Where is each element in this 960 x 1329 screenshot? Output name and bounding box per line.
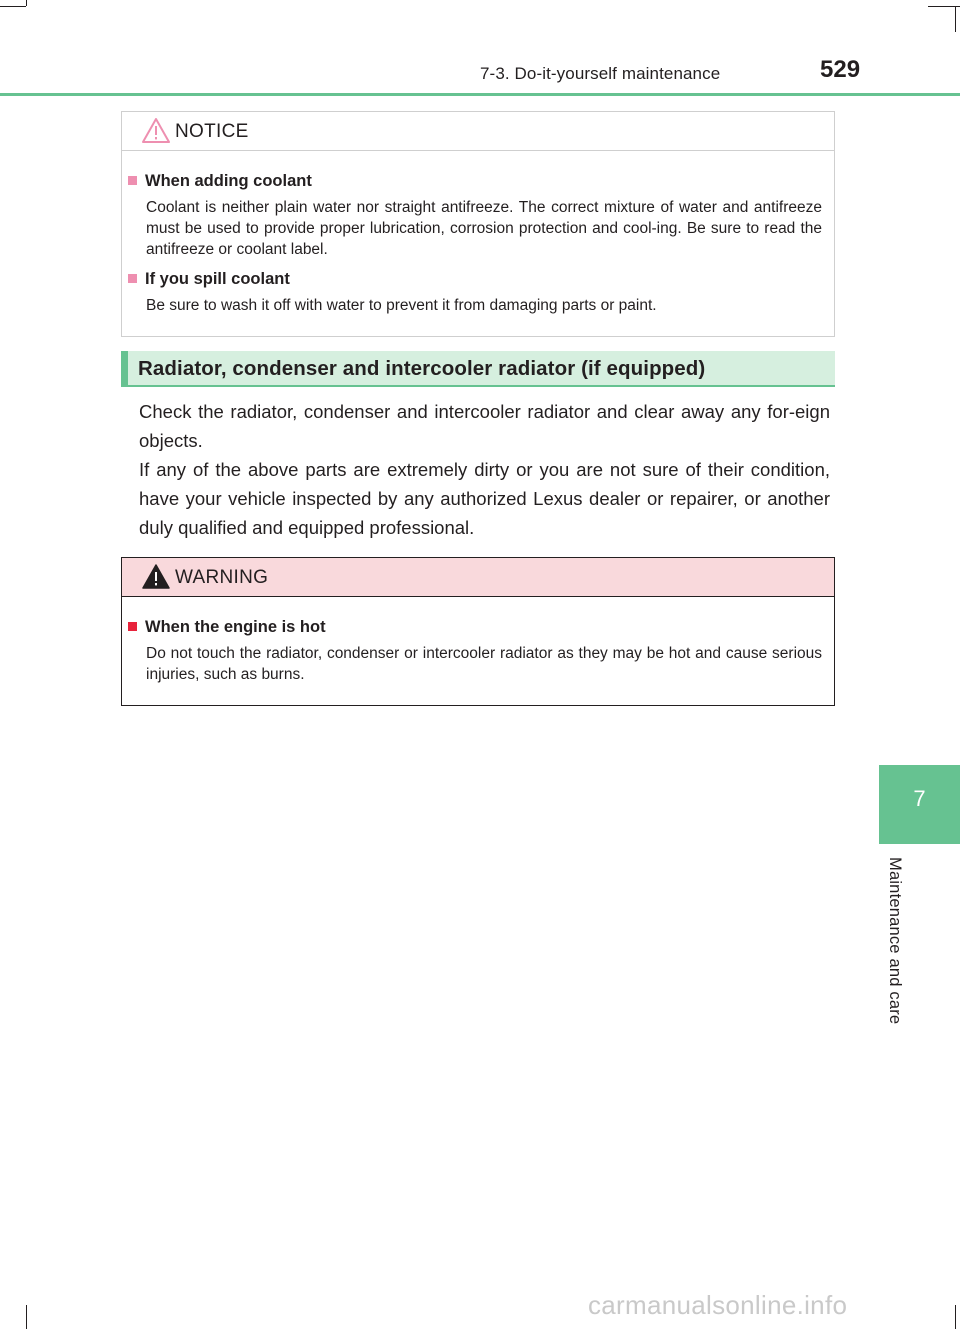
- warning-item: [128, 617, 822, 685]
- notice-item: [128, 171, 822, 260]
- section-accent: [121, 351, 128, 385]
- square-bullet-icon: [128, 274, 137, 283]
- header-rule: [0, 93, 960, 96]
- section-heading: [121, 351, 835, 387]
- square-bullet-icon: [128, 622, 137, 631]
- page-number: 529: [820, 56, 861, 83]
- warning-label: WARNING: [175, 567, 269, 588]
- notice-item-title: If you spill coolant: [145, 270, 290, 288]
- warning-box: [121, 557, 835, 706]
- crop-mark: [0, 6, 26, 7]
- notice-header: [122, 112, 834, 151]
- notice-item-title: When adding coolant: [145, 172, 312, 190]
- square-bullet-icon: [128, 176, 137, 185]
- notice-item-body: Coolant is neither plain water nor straight antifreeze. The correct mixture of water and antifreeze must be used to provide proper lubrication, corrosion protection and cool-ing. Be sure to read the antifreeze or coolant label.: [146, 199, 822, 258]
- crop-mark: [955, 6, 956, 32]
- notice-item-body: Be sure to wash it off with water to prevent it from damaging parts or paint.: [146, 297, 657, 314]
- chapter-number: 7: [913, 786, 926, 811]
- warning-item-title: When the engine is hot: [145, 618, 326, 636]
- watermark: carmanualsonline.info: [588, 1290, 848, 1320]
- crop-mark: [26, 1305, 27, 1329]
- body-paragraph: Check the radiator, condenser and intercooler radiator and clear away any for-eign objects.: [139, 401, 830, 451]
- warning-item-body: Do not touch the radiator, condenser or intercooler radiator as they may be hot and cause serious injuries, such as burns.: [146, 645, 822, 683]
- section-header: 7-3. Do-it-yourself maintenance: [480, 64, 721, 83]
- chapter-tab: [879, 765, 960, 844]
- section-title: Radiator, condenser and intercooler radiator (if equipped): [138, 357, 706, 380]
- crop-mark: [955, 1305, 956, 1329]
- crop-mark: [26, 0, 27, 6]
- notice-box: [121, 111, 835, 337]
- notice-label: NOTICE: [175, 121, 249, 142]
- warning-triangle-icon: [141, 563, 171, 590]
- notice-item: [128, 269, 822, 316]
- warning-header: [122, 558, 834, 597]
- body-paragraph: If any of the above parts are extremely dirty or you are not sure of their condition, have your vehicle inspected by any authorized Lexus dealer or repairer, or another duly qualified and equipped professional.: [139, 459, 830, 538]
- caution-triangle-icon: [141, 117, 171, 144]
- chapter-label: Maintenance and care: [886, 857, 904, 1025]
